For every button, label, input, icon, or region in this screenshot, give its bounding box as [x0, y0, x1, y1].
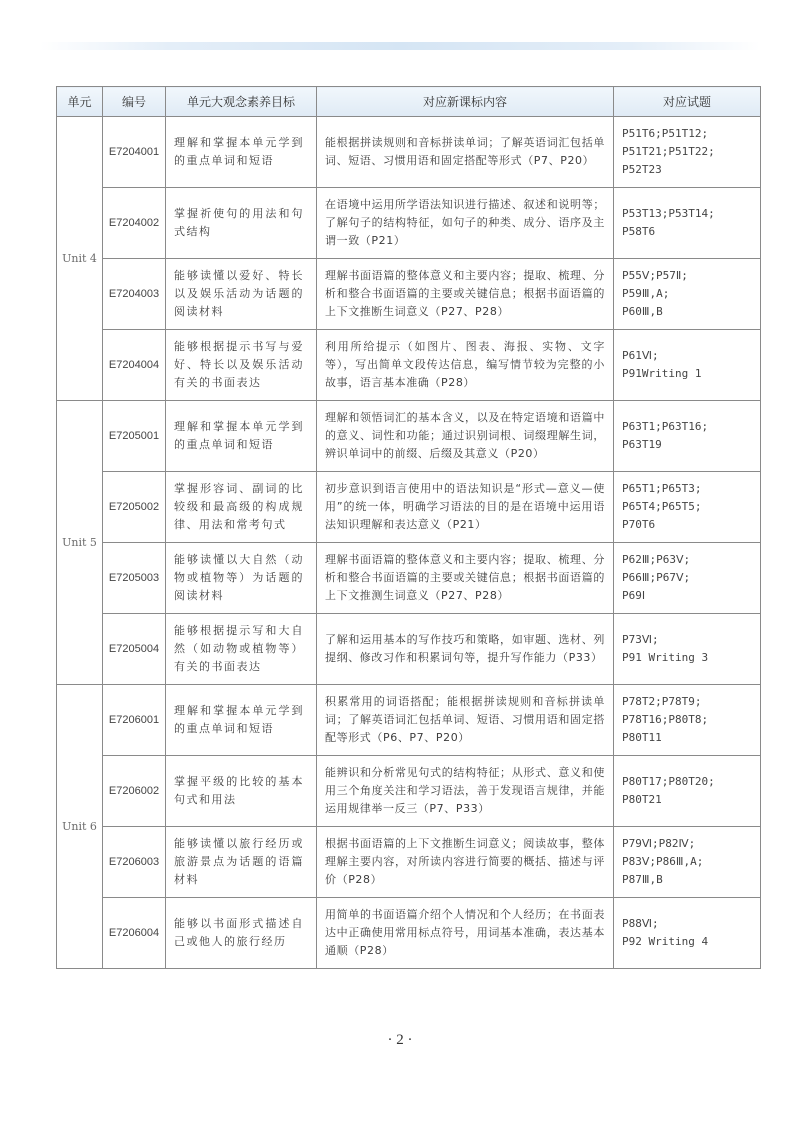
items-cell	[614, 898, 761, 969]
table-row	[57, 614, 761, 685]
items-cell	[614, 117, 761, 188]
item-line: P63T19	[622, 438, 662, 451]
header-unit: 单元	[57, 87, 103, 117]
header-code: 编号	[103, 87, 166, 117]
standard-cell: 理解书面语篇的整体意义和主要内容；提取、梳理、分析和整合书面语篇的主要或关键信息；根据书面语篇的上下文推断生词意义（P27、P28）	[317, 259, 614, 330]
unit-cell: Unit 5	[57, 401, 103, 685]
table-row	[57, 543, 761, 614]
standard-cell: 能辨识和分析常见句式的结构特征；从形式、意义和使用三个角度关注和学习语法，善于发现语言规律，并能运用规律举一反三（P7、P33）	[317, 756, 614, 827]
item-line: P73Ⅵ;	[622, 633, 659, 646]
item-line: P59Ⅲ,A;	[622, 287, 670, 300]
item-line: P80T17;P80T20;	[622, 775, 715, 788]
items-cell	[614, 259, 761, 330]
item-line: P88Ⅵ;	[622, 917, 659, 930]
item-line: P65T4;P65T5;	[622, 500, 702, 513]
items-cell	[614, 827, 761, 898]
standard-cell: 在语境中运用所学语法知识进行描述、叙述和说明等；了解句子的结构特征，如句子的种类、成分、语序及主谓一致（P21）	[317, 188, 614, 259]
table-row	[57, 898, 761, 969]
header-items: 对应试题	[614, 87, 761, 117]
goal-cell: 能够读懂以大自然（动物或植物等）为话题的阅读材料	[166, 543, 317, 614]
table-row	[57, 188, 761, 259]
page-number: · 2 ·	[387, 1032, 413, 1048]
code-cell: E7204001	[103, 117, 166, 188]
goal-cell: 理解和掌握本单元学到的重点单词和短语	[166, 401, 317, 472]
header-decoration-bar	[40, 42, 760, 50]
goal-cell: 掌握祈使句的用法和句式结构	[166, 188, 317, 259]
code-cell: E7205002	[103, 472, 166, 543]
item-line: P52T23	[622, 163, 662, 176]
table-row	[57, 756, 761, 827]
items-cell	[614, 472, 761, 543]
items-cell	[614, 401, 761, 472]
items-cell	[614, 188, 761, 259]
code-cell: E7206004	[103, 898, 166, 969]
goal-cell: 能够根据提示写和大自然（如动物或植物等）有关的书面表达	[166, 614, 317, 685]
code-cell: E7206001	[103, 685, 166, 756]
item-line: P91 Writing 3	[622, 651, 709, 664]
item-line: P91Writing 1	[622, 367, 702, 380]
item-line: P78T2;P78T9;	[622, 695, 702, 708]
item-line: P53T13;P53T14;	[622, 207, 715, 220]
item-line: P87Ⅲ,B	[622, 873, 663, 886]
item-line: P92 Writing 4	[622, 935, 709, 948]
standard-cell: 能根据拼读规则和音标拼读单词；了解英语词汇包括单词、短语、习惯用语和固定搭配等形式（P7、P20）	[317, 117, 614, 188]
item-line: P62Ⅲ;P63Ⅴ;	[622, 553, 691, 566]
items-cell	[614, 330, 761, 401]
item-line: P80T21	[622, 793, 662, 806]
header-standard: 对应新课标内容	[317, 87, 614, 117]
code-cell: E7204002	[103, 188, 166, 259]
code-cell: E7204003	[103, 259, 166, 330]
table-row	[57, 685, 761, 756]
item-line: P80T11	[622, 731, 662, 744]
table-row	[57, 117, 761, 188]
items-cell	[614, 756, 761, 827]
item-line: P58T6	[622, 225, 656, 238]
goal-cell: 理解和掌握本单元学到的重点单词和短语	[166, 685, 317, 756]
header-goal: 单元大观念素养目标	[166, 87, 317, 117]
unit-cell: Unit 4	[57, 117, 103, 401]
code-cell: E7206002	[103, 756, 166, 827]
item-line: P66Ⅲ;P67Ⅴ;	[622, 571, 691, 584]
standard-cell: 了解和运用基本的写作技巧和策略，如审题、选材、列提纲、修改习作和积累词句等，提升写作能力（P33）	[317, 614, 614, 685]
item-line: P83Ⅴ;P86Ⅲ,A;	[622, 855, 704, 868]
standard-cell: 理解和领悟词汇的基本含义，以及在特定语境和语篇中的意义、词性和功能；通过识别词根、词缀理解生词，辨识单词中的前缀、后缀及其意义（P20）	[317, 401, 614, 472]
items-cell	[614, 614, 761, 685]
goal-cell: 能够读懂以旅行经历或旅游景点为话题的语篇材料	[166, 827, 317, 898]
standard-cell: 积累常用的词语搭配；能根据拼读规则和音标拼读单词；了解英语词汇包括单词、短语、习惯用语和固定搭配等形式（P6、P7、P20）	[317, 685, 614, 756]
standard-cell: 根据书面语篇的上下文推断生词意义；阅读故事，整体理解主要内容，对所读内容进行简要的概括、描述与评价（P28）	[317, 827, 614, 898]
item-line: P79Ⅵ;P82Ⅳ;	[622, 837, 696, 850]
goal-cell: 掌握形容词、副词的比较级和最高级的构成规律、用法和常考句式	[166, 472, 317, 543]
curriculum-table	[56, 86, 761, 969]
goal-cell: 能够根据提示书写与爱好、特长以及娱乐活动有关的书面表达	[166, 330, 317, 401]
code-cell: E7206003	[103, 827, 166, 898]
standard-cell: 初步意识到语言使用中的语法知识是“形式—意义—使用”的统一体，明确学习语法的目的是在语境中运用语法知识理解和表达意义（P21）	[317, 472, 614, 543]
item-line: P60Ⅲ,B	[622, 305, 663, 318]
item-line: P51T6;P51T12;	[622, 127, 709, 140]
item-line: P55Ⅴ;P57Ⅱ;	[622, 269, 688, 282]
item-line: P78T16;P80T8;	[622, 713, 709, 726]
table-row	[57, 827, 761, 898]
code-cell: E7205004	[103, 614, 166, 685]
unit-cell: Unit 6	[57, 685, 103, 969]
table-header-row	[57, 87, 761, 117]
goal-cell: 理解和掌握本单元学到的重点单词和短语	[166, 117, 317, 188]
item-line: P70T6	[622, 518, 656, 531]
standard-cell: 理解书面语篇的整体意义和主要内容；提取、梳理、分析和整合书面语篇的主要或关键信息；根据书面语篇的上下文推测生词意义（P27、P28）	[317, 543, 614, 614]
code-cell: E7205001	[103, 401, 166, 472]
goal-cell: 能够以书面形式描述自己或他人的旅行经历	[166, 898, 317, 969]
code-cell: E7204004	[103, 330, 166, 401]
table-row	[57, 330, 761, 401]
items-cell	[614, 685, 761, 756]
item-line: P65T1;P65T3;	[622, 482, 702, 495]
item-line: P51T21;P51T22;	[622, 145, 715, 158]
table-row	[57, 472, 761, 543]
goal-cell: 掌握平级的比较的基本句式和用法	[166, 756, 317, 827]
goal-cell: 能够读懂以爱好、特长以及娱乐活动为话题的阅读材料	[166, 259, 317, 330]
item-line: P69Ⅰ	[622, 589, 646, 602]
item-line: P61Ⅵ;	[622, 349, 659, 362]
table-row	[57, 259, 761, 330]
table-row	[57, 401, 761, 472]
item-line: P63T1;P63T16;	[622, 420, 709, 433]
items-cell	[614, 543, 761, 614]
code-cell: E7205003	[103, 543, 166, 614]
standard-cell: 利用所给提示（如图片、图表、海报、实物、文字等），写出简单文段传达信息，编写情节较为完整的小故事，语言基本准确（P28）	[317, 330, 614, 401]
standard-cell: 用简单的书面语篇介绍个人情况和个人经历；在书面表达中正确使用常用标点符号，用词基本准确，表达基本通顺（P28）	[317, 898, 614, 969]
